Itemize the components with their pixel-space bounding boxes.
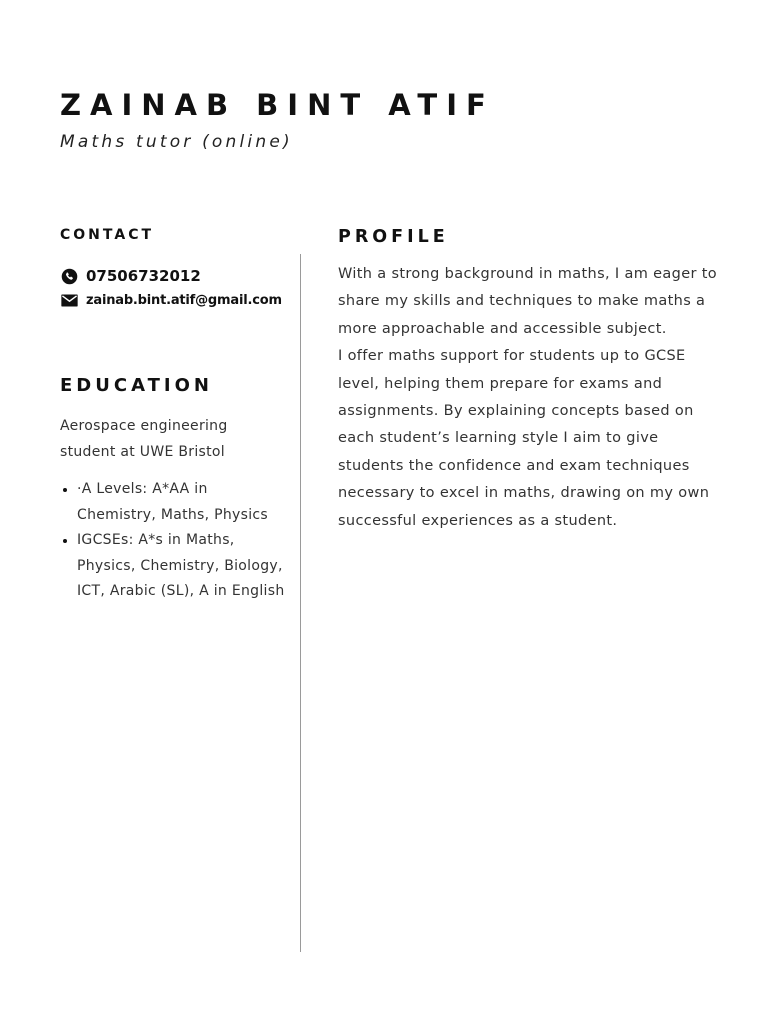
envelope-icon: [60, 294, 78, 307]
profile-paragraph: With a strong background in maths, I am eager to share my skills and techniques to make maths a more approachable and accessible subject.: [338, 266, 718, 337]
education-heading: EDUCATION: [60, 375, 213, 396]
profile-paragraph: I offer maths support for students up to GCSE level, helping them prepare for exams and assignments. By explaining concepts based on each student’s learning style I aim to give students the confidence and exam techniques necessary to excel in maths, drawing on my own successful experiences as a student.: [338, 348, 710, 529]
left-column: [60, 226, 286, 605]
phone-icon: [60, 268, 78, 285]
right-column: [338, 226, 718, 535]
contact-email-row: [60, 291, 286, 309]
list-item: • ·A Levels: A*AA in Chemistry, Maths, Physics: [77, 477, 286, 528]
profile-text: [338, 261, 718, 535]
column-divider: [300, 254, 301, 952]
contact-heading: CONTACT: [60, 227, 155, 243]
education-list: [60, 477, 286, 605]
resume-name: ZAINAB BINT ATIF: [60, 88, 495, 122]
contact-phone[interactable]: 07506732012: [86, 267, 201, 285]
contact-email[interactable]: zainab.bint.atif@gmail.com: [86, 292, 282, 308]
education-intro: Aerospace engineering student at UWE Bristol: [60, 418, 228, 460]
list-item: • IGCSEs: A*s in Maths, Physics, Chemistry, Biology, ICT, Arabic (SL), A in English: [77, 528, 286, 605]
profile-heading: PROFILE: [338, 227, 449, 247]
resume-role: Maths tutor (online): [60, 132, 293, 152]
contact-phone-row: [60, 266, 286, 286]
